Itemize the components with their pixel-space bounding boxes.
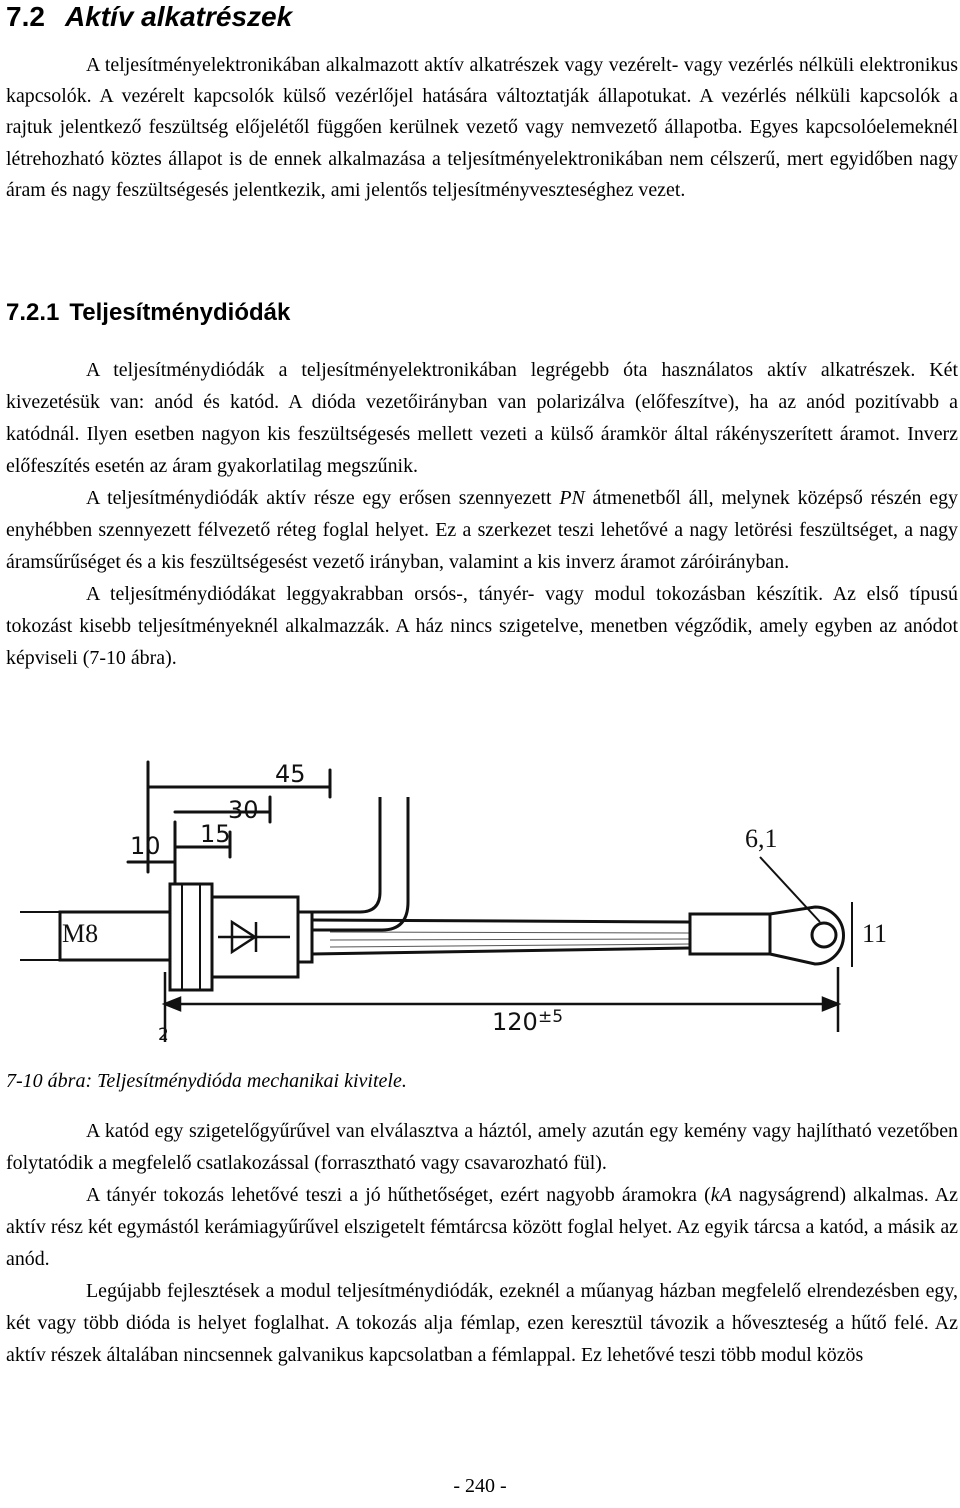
insulator-ring	[298, 912, 312, 962]
paragraph-modules: Legújabb fejlesztések a modul teljesítménydiódák, ezeknél a műanyag házban megfelelő elrendezésben egy, két vagy több dióda is helyet foglalhat. A tokozás alja fémlap, ezen keresztül távozik a hőveszteség a hűtő felé. Az aktív részek általában nincsennek galvanikus kapcsolatban a fémlappal. Ez lehetővé teszi több modul közös	[6, 1280, 958, 1366]
section-number: 7.2	[6, 1, 45, 32]
diode-mechanical-figure	[0, 742, 960, 1062]
paragraph-cathode: A katód egy szigetelőgyűrűvel van elválasztva a háztól, amely azután egy kemény vagy hajlítható vezetőben folytatódik a megfelelő csatlakozással (forrasztható vagy csavarozható fül).	[6, 1120, 958, 1174]
arrow-right	[823, 998, 838, 1010]
dim-label-45: 45	[275, 760, 306, 788]
section-intro-paragraph: A teljesítményelektronikában alkalmazott aktív alkatrészek vagy vezérelt- vagy vezérlés nélküli elektronikus kapcsolók. A vezérelt kapcsolók külső vezérlőjel hatására változtatják állapotukat. A vezérlés nélküli kapcsolók a rajtuk jelentkező feszültség előjelétől függően kerülnek vezető vagy nemvezető állapotba. Egyes kapcsolóelemeknél létrehozható köztes állapot is de ennek alkalmazása a teljesítményelektronikában nem célszerű, mert egyidőben nagy áram és nagy feszültségesés jelentkezik, ami jelentős teljesítményveszteséghez vezet.	[6, 54, 958, 201]
crimp-sleeve	[690, 914, 770, 954]
dim-label-61: 6,1	[745, 824, 778, 853]
dim-label-11: 11	[862, 919, 888, 948]
paragraph-packaging: A teljesítménydiódákat leggyakrabban orsós-, tányér- vagy modul tokozásban készítik. Az első típusú tokozást kisebb teljesítményeknél alkalmazzák. A ház nincs szigetelve, menetben végződik, amely egyben az anódot képviseli (7-10 ábra).	[6, 583, 958, 669]
dim-label-10: 10	[130, 832, 161, 860]
dim-label-120: 120	[492, 1008, 538, 1036]
paragraph-diode-terminals: A teljesítménydiódák a teljesítményelektronikában legrégebb óta használatos aktív alkatrészek. Két kivezetésük van: anód és katód. A dióda vezetőirányban van polarizálva (előfeszítve), ha az anód pozitívabb a katódnál. Ilyen esetben nagyon kis feszültségesés mellett vezeti a külső áramkör által rákényszerített áramot. Inverz előfeszítés esetén az áram gyakorlatilag megszűnik.	[6, 359, 958, 477]
ka-term: kA	[710, 1184, 732, 1206]
p5-text-after: nagyságrend) alkalmas. Az aktív rész két egymástól kerámiagyűrűvel elszigetelt fémtárcsa között foglal helyet. Az egyik tárcsa a katód, a másik az anód.	[6, 1184, 959, 1270]
dim-label-15: 15	[200, 820, 231, 848]
hex-nut	[170, 884, 212, 990]
lead-strand-2	[330, 939, 690, 940]
lead-top	[312, 920, 690, 922]
lead-bottom	[312, 948, 690, 954]
dim-label-30: 30	[228, 796, 259, 824]
dim-label-2: 2	[158, 1025, 169, 1045]
after-figure-body	[6, 1115, 958, 1371]
subsection-number: 7.2.1	[6, 299, 60, 326]
pn-term: PN	[559, 487, 585, 509]
arrow-left	[165, 998, 180, 1010]
p2-text-after: átmenetből áll, melynek középső részén egy enyhébben szennyezett félvezető réteg foglal helyet. Ez a szerkezet teszi lehetővé a nagy letörési feszültséget, a nagy áramsűrűséget és a kis feszültségesést vezető irányban, valamint a kis inverz áramot záróirányban.	[6, 487, 958, 573]
figure-caption: 7-10 ábra: Teljesítménydióda mechanikai kivitele.	[6, 1070, 407, 1092]
diode-drawing	[0, 742, 960, 1062]
dim-label-tolerance: ±5	[538, 1007, 564, 1027]
lead-bend-inner	[312, 797, 408, 930]
p2-text-before: A teljesítménydiódák aktív része egy erősen szennyezett	[86, 487, 560, 509]
lead-bend-outer	[312, 797, 380, 912]
section-heading	[6, 0, 292, 34]
lead-strand-3	[330, 944, 690, 947]
dim-label-m8: M8	[62, 919, 99, 948]
paragraph-pn-structure	[6, 482, 958, 578]
p5-text-before: A tányér tokozás lehetővé teszi a jó hűthetőséget, ezért nagyobb áramokra (	[86, 1184, 711, 1206]
lead-strand-1	[330, 932, 690, 933]
subsection-heading	[6, 296, 290, 330]
subsection-title: Teljesítménydiódák	[69, 299, 291, 326]
subsection-body	[6, 354, 958, 674]
paragraph-disc-package	[6, 1179, 958, 1275]
page-number: - 240 -	[453, 1475, 507, 1497]
lug-hole	[812, 923, 836, 947]
section-title: Aktív alkatrészek	[64, 1, 293, 32]
